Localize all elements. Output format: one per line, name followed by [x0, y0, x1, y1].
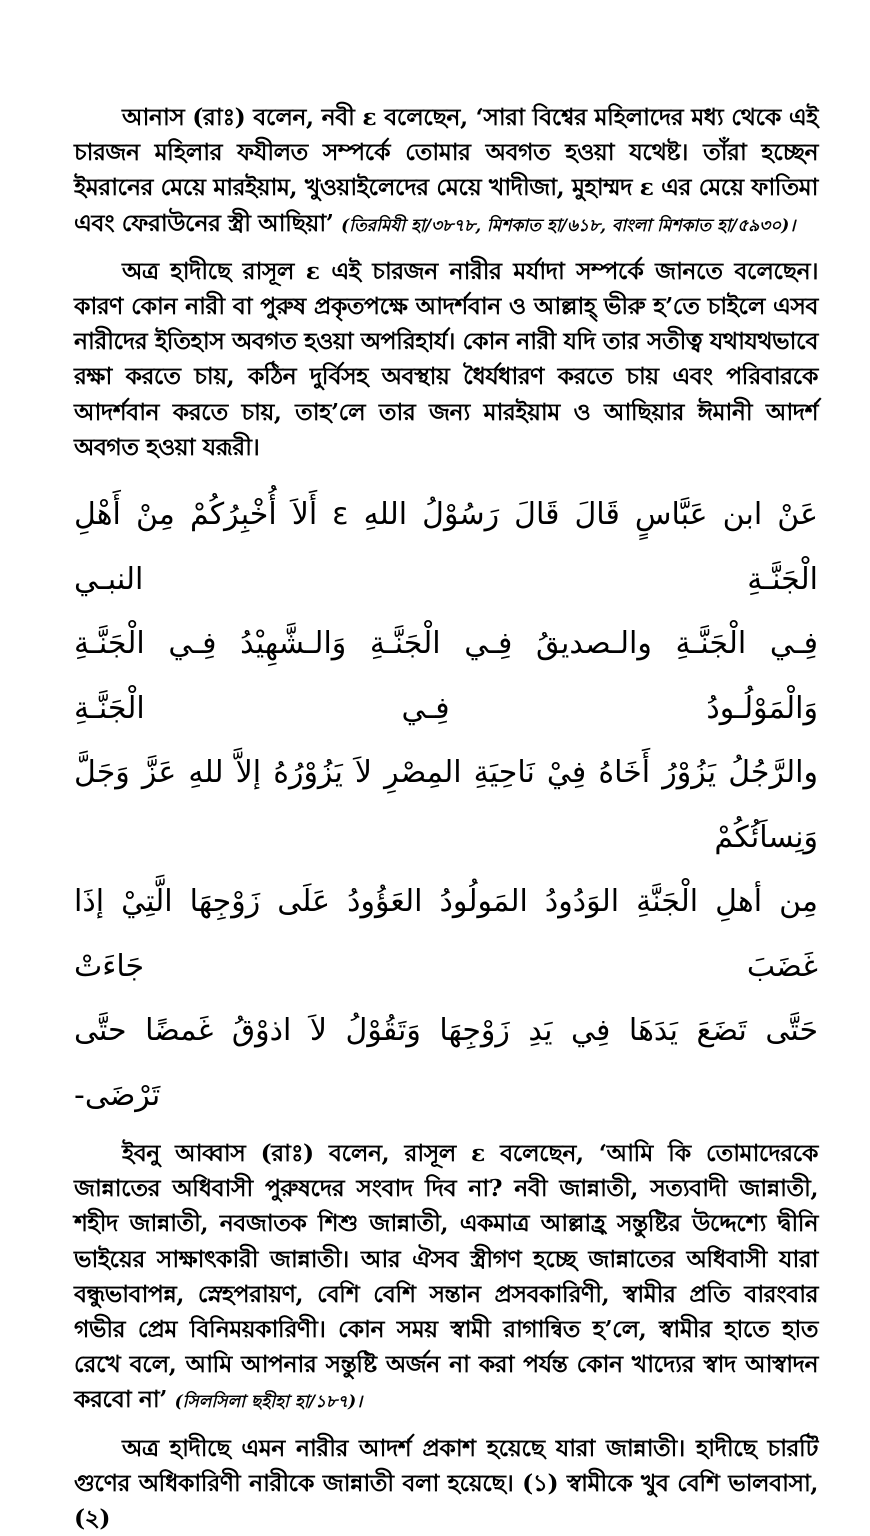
paragraph-text: আনাস (রাঃ) বলেন, নবী ε বলেছেন, ‘সারা বিশ্বের মহিলাদের মধ্য থেকে এই চারজন মহিলার ফযীলত সম্পর্কে তোমার অবগত হওয়া যথেষ্ট। তাঁরা হচ্ছেন ইমরানের মেয়ে মারইয়াম, খুওয়াইলেদের মেয়ে খাদীজা, মুহাম্মদ ε এর মেয়ে ফাতিমা এবং ফেরাউনের স্ত্রী আছিয়া’ — [74, 103, 818, 237]
paragraph-closing — [74, 1431, 818, 1536]
paragraph-translation — [74, 1136, 818, 1421]
paragraph-text: অত্র হাদীছে এমন নারীর আদর্শ প্রকাশ হয়েছে যারা জান্নাতী। হাদীছে চারটি গুণের অধিকারিণী নারীকে জান্নাতী বলা হয়েছে। (১) স্বামীকে খুব বেশি ভালবাসা, (২) — [74, 1433, 818, 1533]
paragraph-explanation — [74, 254, 818, 465]
citation: (তিরমিযী হা/৩৮৭৮, মিশকাত হা/৬১৮, বাংলা মিশকাত হা/৫৯৩০)। — [341, 215, 796, 236]
arabic-line: والرَّجُلُ يَزُوْرُ أَخَاهُ فِيْ نَاحِيَةِ المِصْرِ لاَ يَزُوْرُهُ إلاَّ للهِ عَزَّ وَجَلَّ وَنِساَئُكُمْ — [74, 755, 818, 855]
paragraph-text: অত্র হাদীছে রাসূল ε এই চারজন নারীর মর্যাদা সম্পর্কে জানতে বলেছেন। কারণ কোন নারী বা পুরুষ প্রকৃতপক্ষে আদর্শবান ও আল্লাহ্ ভীরু হ’তে চাইলে এসব নারীদের ইতিহাস অবগত হওয়া অপরিহার্য। কোন নারী যদি তার সতীত্ব যথাযথভাবে রক্ষা করতে চায়, কঠিন দুর্বিসহ অবস্থায় ধৈর্যধারণ করতে চায় এবং পরিবারকে আদর্শবান করতে চায়, তাহ’লে তার জন্য মারইয়াম ও আছিয়ার ঈমানী আদর্শ অবগত হওয়া যরূরী। — [74, 256, 818, 461]
citation: (সিলসিলা ছহীহা হা/১৮৭)। — [174, 1392, 363, 1413]
arabic-line: مِن أهلِ الْجَنَّةِ الوَدُودُ المَولُودُ العَؤُودُ عَلَى زَوْجِهَا الَّتِيْ إذَا غَضَبَ جَاءَتْ — [74, 884, 818, 984]
paragraph-text: ইবনু আব্বাস (রাঃ) বলেন, রাসূল ε বলেছেন, ‘আমি কি তোমাদেরকে জান্নাতের অধিবাসী পুরুষদের সংবাদ দিব না? নবী জান্নাতী, সত্যবাদী জান্নাতী, শহীদ জান্নাতী, নবজাতক শিশু জান্নাতী, একমাত্র আল্লাহ্র সন্তুষ্টির উদ্দেশ্যে দ্বীনি ভাইয়ের সাক্ষাৎকারী জান্নাতী। আর ঐসব স্ত্রীগণ হচ্ছে জান্নাতের অধিবাসী যারা বন্ধুভাবাপন্ন, স্নেহপরায়ণ, বেশি বেশি সন্তান প্রসবকারিণী, স্বামীর প্রতি বারংবার গভীর প্রেম বিনিময়কারিণী। কোন সময় স্বামী রাগান্বিত হ’লে, স্বামীর হাতে হাত রেখে বলে, আমি আপনার সন্তুষ্টি অর্জন না করা পর্যন্ত কোন খাদ্যের স্বাদ আস্বাদন করবো না’ — [74, 1139, 818, 1414]
arabic-line: فِـي الْجَنَّـةِ والـصديقُ فِـي الْجَنَّـةِ وَالـشَّهِيْدُ فِـي الْجَنَّـةِ وَالْمَوْلُـودُ فِـي الْجَنَّـةِ — [74, 626, 818, 726]
paragraph-anas-hadith — [74, 100, 818, 244]
arabic-line: حَتَّى تَضَعَ يَدَهَا فِي يَدِ زَوْجِهَا وَتَقُوْلُ لاَ اذوْقُ غَمضًا حتَّى تَرْضَى- — [74, 1013, 818, 1113]
arabic-line: عَنْ ابن عَبَّاسٍ قَالَ قَالَ رَسُوْلُ اللهِ ε أَلاَ أُخْبِرُكُمْ مِنْ أَهْلِ الْجَنَّـةِ النبـي — [74, 497, 818, 597]
document-page — [74, 100, 818, 1536]
arabic-hadith-text — [74, 483, 818, 1128]
